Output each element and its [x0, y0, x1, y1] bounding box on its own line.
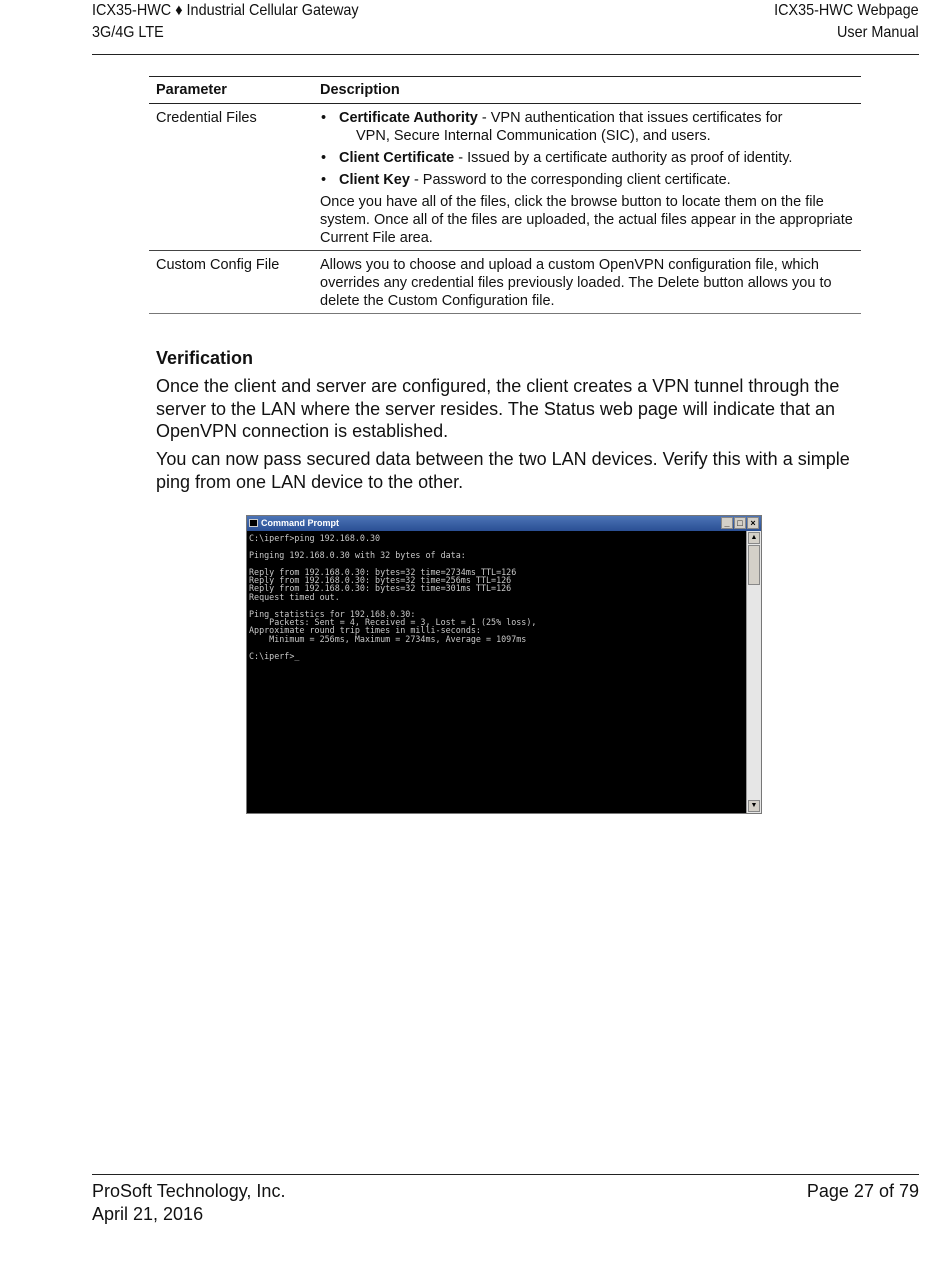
verification-paragraph-2: You can now pass secured data between the two LAN devices. Verify this with a simple ping from one LAN device to the other. — [156, 449, 850, 492]
list-item — [320, 109, 854, 145]
bullet-term: Client Key — [339, 172, 410, 188]
bullet-term: Certificate Authority — [339, 110, 478, 126]
header-left — [92, 0, 359, 44]
console-line: Reply from 192.168.0.30: bytes=32 time=256ms TTL=126 — [249, 575, 512, 586]
bullet-icon: • — [321, 150, 327, 166]
footer-company: ProSoft Technology, Inc. — [92, 1181, 286, 1201]
console-line: Pinging 192.168.0.30 with 32 bytes of data: — [249, 549, 466, 560]
header-doc-title: ICX35-HWC Webpage — [774, 2, 919, 19]
console-line: Packets: Sent = 4, Received = 3, Lost = 1 (25% loss), — [249, 617, 537, 628]
header-product-subtitle: 3G/4G LTE — [92, 24, 164, 41]
verification-paragraph-1: Once the client and server are configured, the client creates a VPN tunnel through the server to the LAN where the server resides. The Status web page will indicate that an OpenVPN connection is established. — [156, 376, 840, 441]
footer-left — [92, 1180, 285, 1226]
header-product-title: ICX35-HWC ♦ Industrial Cellular Gateway — [92, 2, 359, 19]
console-line: Reply from 192.168.0.30: bytes=32 time=2734ms TTL=126 — [249, 566, 517, 577]
description-cell — [313, 104, 861, 251]
bullet-term: Client Certificate — [339, 150, 455, 166]
window-titlebar — [247, 516, 761, 531]
page-footer — [92, 1174, 919, 1224]
console-line: Approximate round trip times in milli-seconds: — [249, 625, 481, 636]
console-line: Ping statistics for 192.168.0.30: — [249, 608, 416, 619]
window-title: Command Prompt — [261, 518, 340, 528]
header-doc-subtitle: User Manual — [837, 24, 919, 41]
parameter-table — [149, 76, 861, 314]
table-row — [149, 251, 861, 314]
footer-page-number: Page 27 of 79 — [806, 1181, 919, 1201]
scrollbar — [746, 531, 761, 813]
bullet-icon: • — [321, 110, 327, 126]
column-header-description: Description — [313, 77, 861, 104]
minimize-icon: _ — [721, 517, 733, 529]
command-prompt-screenshot — [246, 515, 762, 814]
page-header — [92, 0, 919, 55]
description-cell: Allows you to choose and upload a custom OpenVPN configuration file, which overrides any credential files previously loaded. The Delete button allows you to delete the Custom Configuration file. — [313, 251, 861, 314]
table-row — [149, 104, 861, 251]
bullet-text: - Issued by a certificate authority as proof of identity. — [454, 150, 793, 166]
header-right — [774, 0, 919, 44]
cmd-icon — [249, 519, 258, 527]
bullet-continuation: VPN, Secure Internal Communication (SIC), and users. — [356, 128, 711, 144]
footer-date: April 21, 2016 — [92, 1204, 204, 1224]
console-line: C:\iperf>_ — [249, 650, 300, 661]
table-header-row — [149, 77, 861, 104]
bullet-text: - VPN authentication that issues certificates for — [477, 110, 783, 126]
console-line — [249, 643, 743, 651]
parameter-cell: Credential Files — [149, 104, 313, 251]
scroll-up-icon: ▲ — [748, 532, 760, 544]
console-line: C:\iperf>ping 192.168.0.30 — [249, 534, 381, 543]
list-item — [320, 171, 854, 189]
maximize-icon: □ — [734, 517, 746, 529]
console-line: Request timed out. — [249, 591, 340, 602]
list-item — [320, 149, 854, 167]
bullet-icon: • — [321, 172, 327, 188]
console-line: Reply from 192.168.0.30: bytes=32 time=301ms TTL=126 — [249, 583, 512, 594]
scroll-thumb — [748, 545, 760, 585]
close-icon: × — [747, 517, 759, 529]
section-title-verification: Verification — [156, 348, 254, 368]
console-line: Minimum = 256ms, Maximum = 2734ms, Average = 1097ms — [249, 633, 527, 644]
column-header-parameter: Parameter — [149, 77, 313, 104]
bullet-text: - Password to the corresponding client certificate. — [409, 172, 731, 188]
console-output — [249, 534, 743, 811]
credential-note: Once you have all of the files, click the browse button to locate them on the file system. Once all of the files are uploaded, the actual files appear in the appropriate Current File area. — [320, 194, 853, 246]
credential-list — [320, 109, 854, 189]
scroll-down-icon: ▼ — [748, 800, 760, 812]
window-controls — [721, 517, 759, 529]
parameter-cell: Custom Config File — [149, 251, 313, 314]
